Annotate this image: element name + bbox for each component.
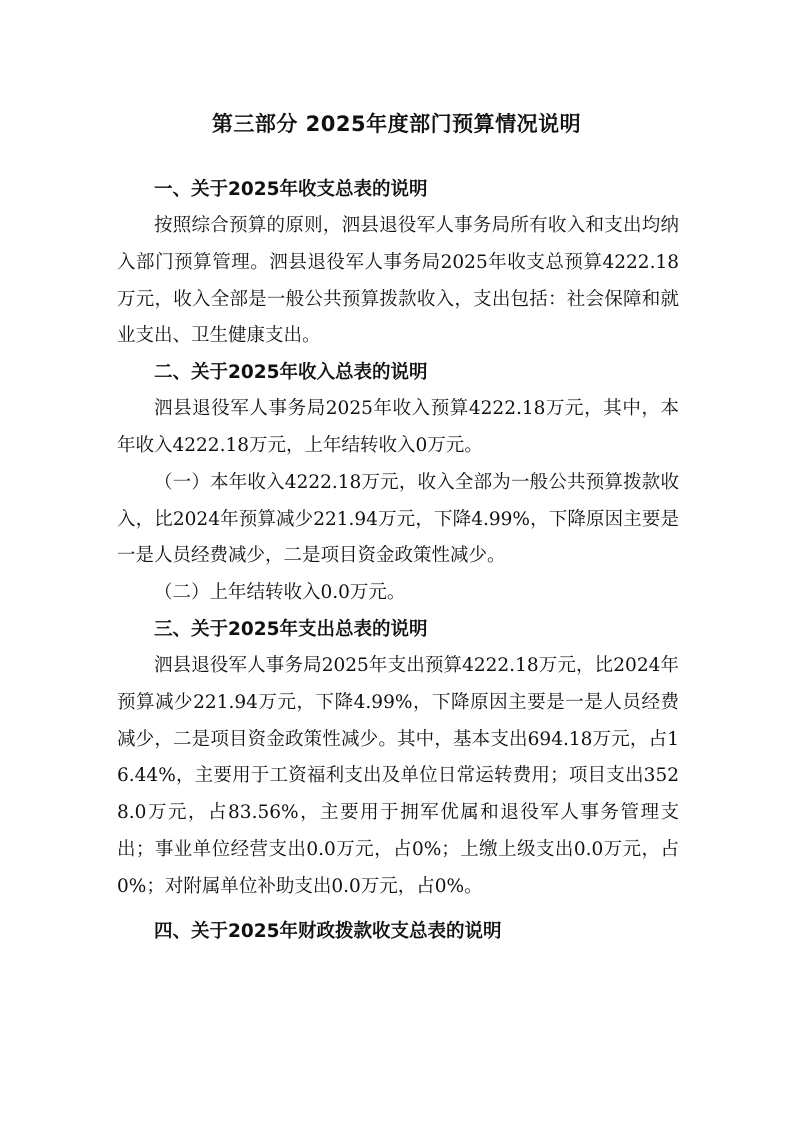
section-heading: 三、关于2025年支出总表的说明: [154, 618, 428, 640]
section-heading: 二、关于2025年收入总表的说明: [154, 362, 428, 384]
paragraph: （二）上年结转收入0.0万元。: [154, 582, 406, 604]
section-heading: 一、关于2025年收支总表的说明: [154, 179, 428, 200]
paragraph: 按照综合预算的原则，泗县退役军人事务局所有收入和支出均纳入部门预算管理。泗县退役军人事务局2025年收支总预算4222.18万元，收入全部是一般公共预算拨款收入，支出包括：社会保障和就业支出、卫生健康支出。: [117, 215, 679, 347]
paragraph: （一）本年收入4222.18万元，收入全部为一般公共预算拨款收入，比2024年预算减少221.94万元，下降4.99%，下降原因主要是一是人员经费减少，二是项目资金政策性减少。: [117, 471, 679, 567]
paragraph: 泗县退役军人事务局2025年支出预算4222.18万元，比2024年预算减少221.94万元，下降4.99%，下降原因主要是一是人员经费减少，二是项目资金政策性减少。其中，基本支出694.18万元，占16.44%，主要用于工资福利支出及单位日常运转费用；项目支出3528.0万元，占83.56%，主要用于拥军优属和退役军人事务管理支出；事业单位经营支出0.0万元，占0%；上缴上级支出0.0万元，占0%；对附属单位补助支出0.0万元，占0%。: [117, 654, 679, 897]
document-body: [117, 172, 679, 950]
section-heading: 四、关于2025年财政拨款收支总表的说明: [154, 920, 502, 942]
paragraph: 泗县退役军人事务局2025年收入预算4222.18万元，其中，本年收入4222.18万元，上年结转收入0万元。: [117, 398, 679, 456]
page-title: 第三部分 2025年度部门预算情况说明: [211, 112, 582, 136]
